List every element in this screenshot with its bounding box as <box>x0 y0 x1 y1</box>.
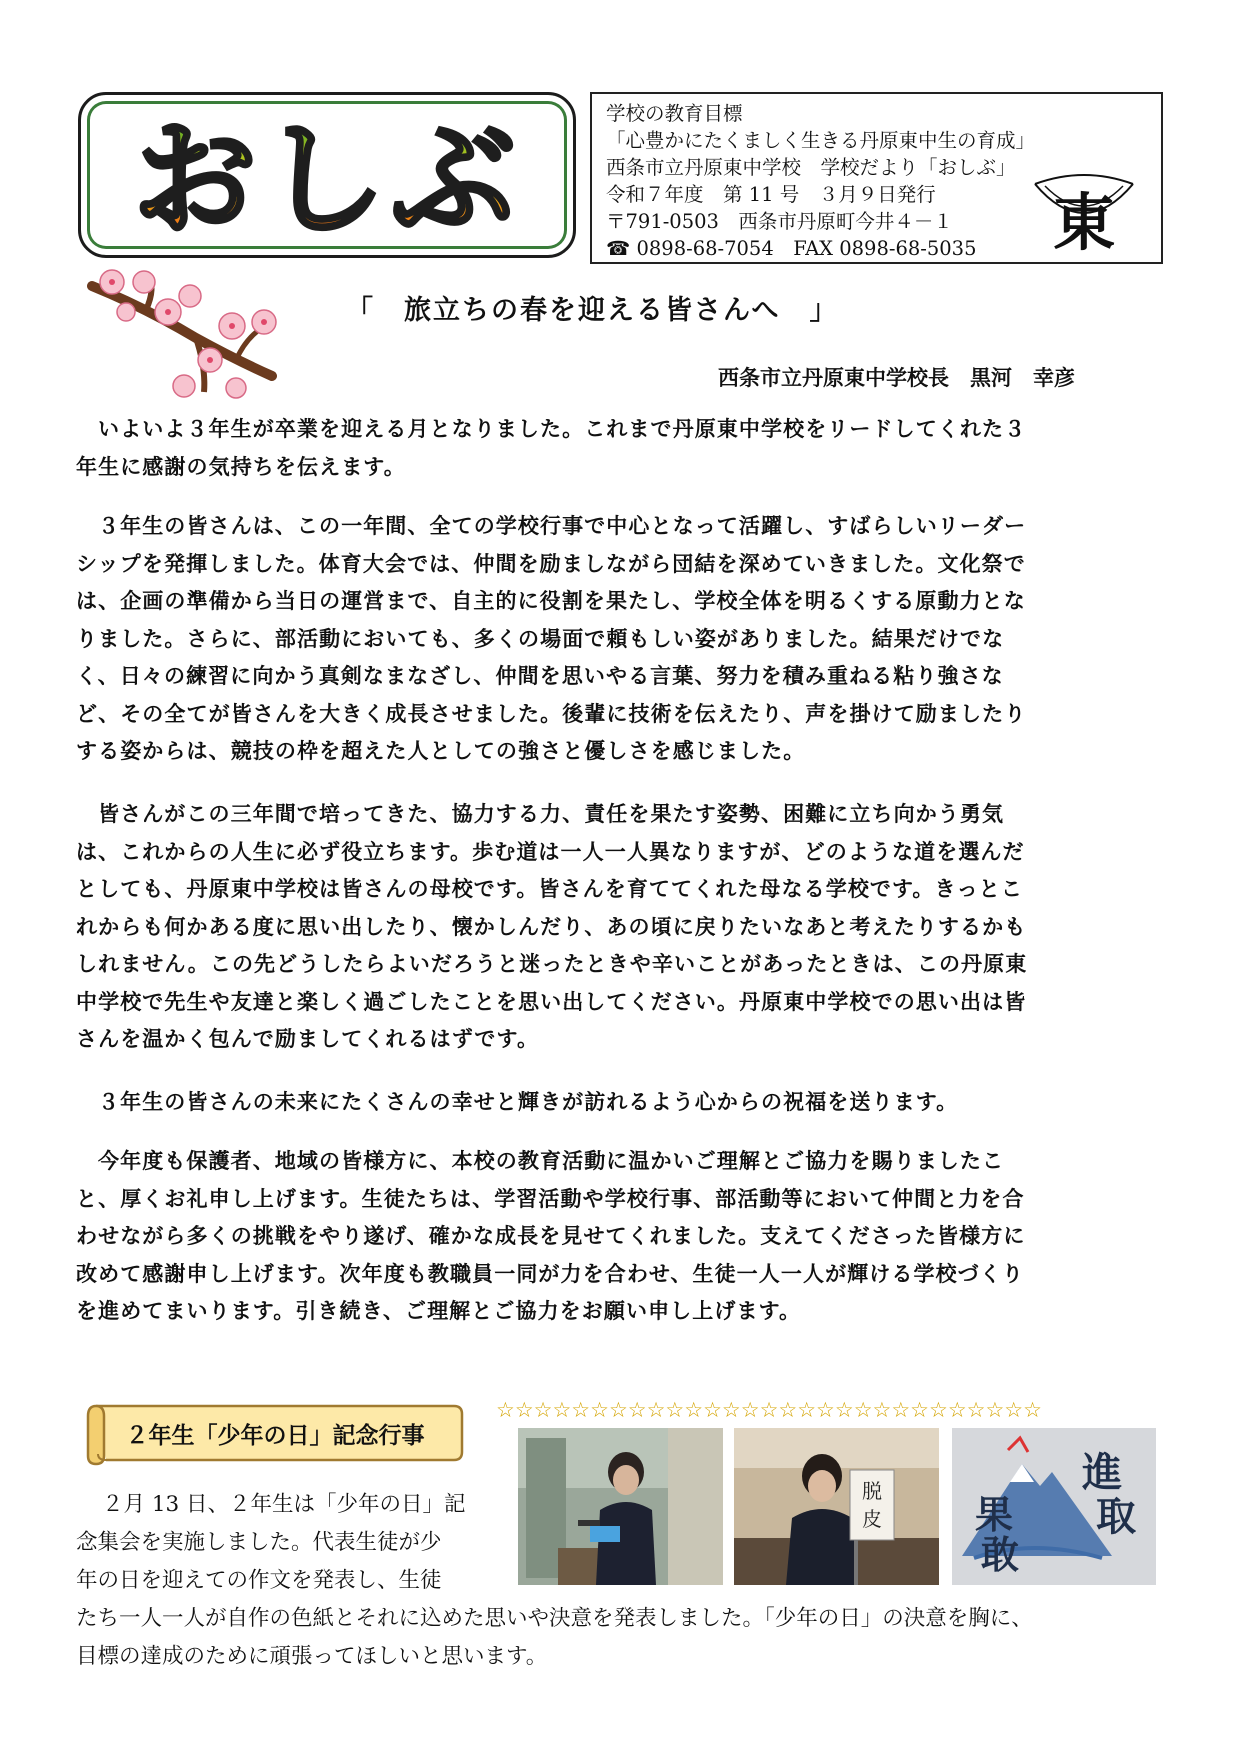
photo3-word-1: 進 <box>1082 1449 1122 1496</box>
paragraph-line: を進めてまいります。引き続き、ご理解とご協力をお願い申し上げます。 <box>76 1299 802 1323</box>
paragraph-line: さんを温かく包んで励ましてくれるはずです。 <box>76 1027 540 1051</box>
event-text-line-5: 目標の達成のために頑張ってほしいと思います。 <box>76 1644 548 1669</box>
publisher: 西条市立丹原東中学校 学校だより「おしぶ」 <box>606 156 1016 179</box>
paragraph-line: 今年度も保護者、地域の皆様方に、本校の教育活動に温かいご理解とご協力を賜りましたこ <box>98 1149 1005 1173</box>
photo3-word-4: 敢 <box>980 1532 1020 1577</box>
paragraph-line: は、企画の準備から当日の運営まで、自主的に役割を果たし、学校全体を明るくする原動力とな <box>76 589 1026 613</box>
photo3-word-2: 取 <box>1096 1493 1136 1540</box>
newsletter-title-box <box>78 92 576 258</box>
paragraph-line: と、厚くお礼申し上げます。生徒たちは、学習活動や学校行事、部活動等において仲間と力を合 <box>76 1186 1025 1211</box>
event-text-line-4: たち一人一人が自作の色紙とそれに込めた思いや決意を発表しました。「少年の日」の決意を胸に、 <box>76 1606 1033 1631</box>
paragraph-2 <box>76 508 1150 771</box>
paragraph-line: しれません。この先どうしたらよいだろうと迷ったときや辛いことがあったときは、この丹原東 <box>76 952 1028 976</box>
event-photo-1 <box>518 1428 723 1585</box>
paragraph-line: ３年生の皆さんの未来にたくさんの幸せと輝きが訪れるよう心からの祝福を送ります。 <box>98 1090 959 1114</box>
goal-label: 学校の教育目標 <box>606 102 743 125</box>
paragraph-line: く、日々の練習に向かう真剣なまなざし、仲間を思いやる言葉、努力を積み重ねる粘り強さな <box>76 664 1004 688</box>
paragraph-line: れからも何かある度に思い出したり、懐かしんだり、あの頃に戻りたいなあと考えたりするかも <box>76 914 1027 939</box>
school-info-box <box>590 92 1163 264</box>
school-emblem-icon <box>1031 172 1137 254</box>
paragraph-line: としても、丹原東中学校は皆さんの母校です。皆さんを育ててくれた母なる学校です。きっとこ <box>76 877 1023 901</box>
paragraph-line: ど、その全てが皆さんを大きく成長させました。後輩に技術を伝えたり、声を掛けて励ましたり <box>76 701 1027 726</box>
event-text-line-3: 年の日を迎えての作文を発表し、生徒 <box>76 1568 442 1593</box>
paragraph-1 <box>76 411 1150 486</box>
paragraph-3 <box>76 796 1150 1059</box>
newsletter-title-logo <box>81 95 573 255</box>
event-text-line-2: 念集会を実施しました。代表生徒が少 <box>76 1530 442 1555</box>
paragraph-line: りました。さらに、部活動においても、多くの場面で頼もしい姿がありました。結果だけでな <box>76 626 1005 651</box>
star-divider: ☆☆☆☆☆☆☆☆☆☆☆☆☆☆☆☆☆☆☆☆☆☆☆☆☆☆☆☆☆ <box>496 1398 1042 1422</box>
address: 〒791-0503 西条市丹原町今井４－１ <box>606 210 953 233</box>
paragraph-line: わせながら多くの挑戦をやり遂げ、確かな成長を見せてくれました。支えてくださった皆様方に <box>76 1224 1026 1248</box>
event-photo-3 <box>952 1428 1156 1585</box>
photo3-word-3: 果 <box>974 1492 1014 1537</box>
issue-info: 令和７年度 第 11 号 ３月９日発行 <box>606 183 936 206</box>
paragraph-5 <box>76 1143 1150 1331</box>
article-headline: 「 旅立ちの春を迎える皆さんへ 」 <box>346 295 839 326</box>
education-goal: 「心豊かにたくましく生きる丹原東中生の育成」 <box>606 129 1036 152</box>
paragraph-line: は、これからの人生に必ず役立ちます。歩む道は一人一人異なりますが、どのような道を選んだ <box>76 839 1025 864</box>
phone-fax: ☎ 0898-68-7054 FAX 0898-68-5035 <box>606 237 977 260</box>
photo2-sign-char-1: 脱 <box>862 1479 882 1503</box>
paragraph-line: 皆さんがこの三年間で培ってきた、協力する力、責任を果たす姿勢、困難に立ち向かう勇気 <box>98 802 1005 826</box>
paragraph-line: シップを発揮しました。体育大会では、仲間を励ましながら団結を深めていきました。文化祭で <box>76 551 1026 576</box>
paragraph-line: 改めて感謝申し上げます。次年度も教職員一同が力を合わせ、生徒一人一人が輝ける学校づくり <box>76 1261 1024 1286</box>
school-mark-character: 東 <box>1052 186 1116 254</box>
event-photo-2 <box>734 1428 939 1585</box>
newsletter-title: おしぶ <box>133 108 521 253</box>
photo2-sign-char-2: 皮 <box>862 1507 882 1531</box>
article-author: 西条市立丹原東中学校長 黒河 幸彦 <box>718 366 1075 390</box>
paragraph-line: する姿からは、競技の枠を超えた人としての強さと優しさを感じました。 <box>76 739 806 763</box>
paragraph-4 <box>76 1084 1150 1122</box>
paragraph-line: 年生に感謝の気持ちを伝えます。 <box>76 454 406 479</box>
paragraph-line: 中学校で先生や友達と楽しく過ごしたことを思い出してください。丹原東中学校での思い出は皆 <box>76 989 1027 1014</box>
event-title: ２年生「少年の日」記念行事 <box>125 1423 425 1449</box>
cherry-blossom-icon <box>86 268 282 408</box>
event-text-line-1: ２月 13 日、２年生は「少年の日」記 <box>102 1492 466 1517</box>
paragraph-line: ３年生の皆さんは、この一年間、全ての学校行事で中心となって活躍し、すばらしいリーダー <box>98 514 1027 538</box>
paragraph-line: いよいよ３年生が卒業を迎える月となりました。これまで丹原東中学校をリードしてくれた３ <box>98 417 1027 441</box>
event-banner <box>84 1398 466 1468</box>
